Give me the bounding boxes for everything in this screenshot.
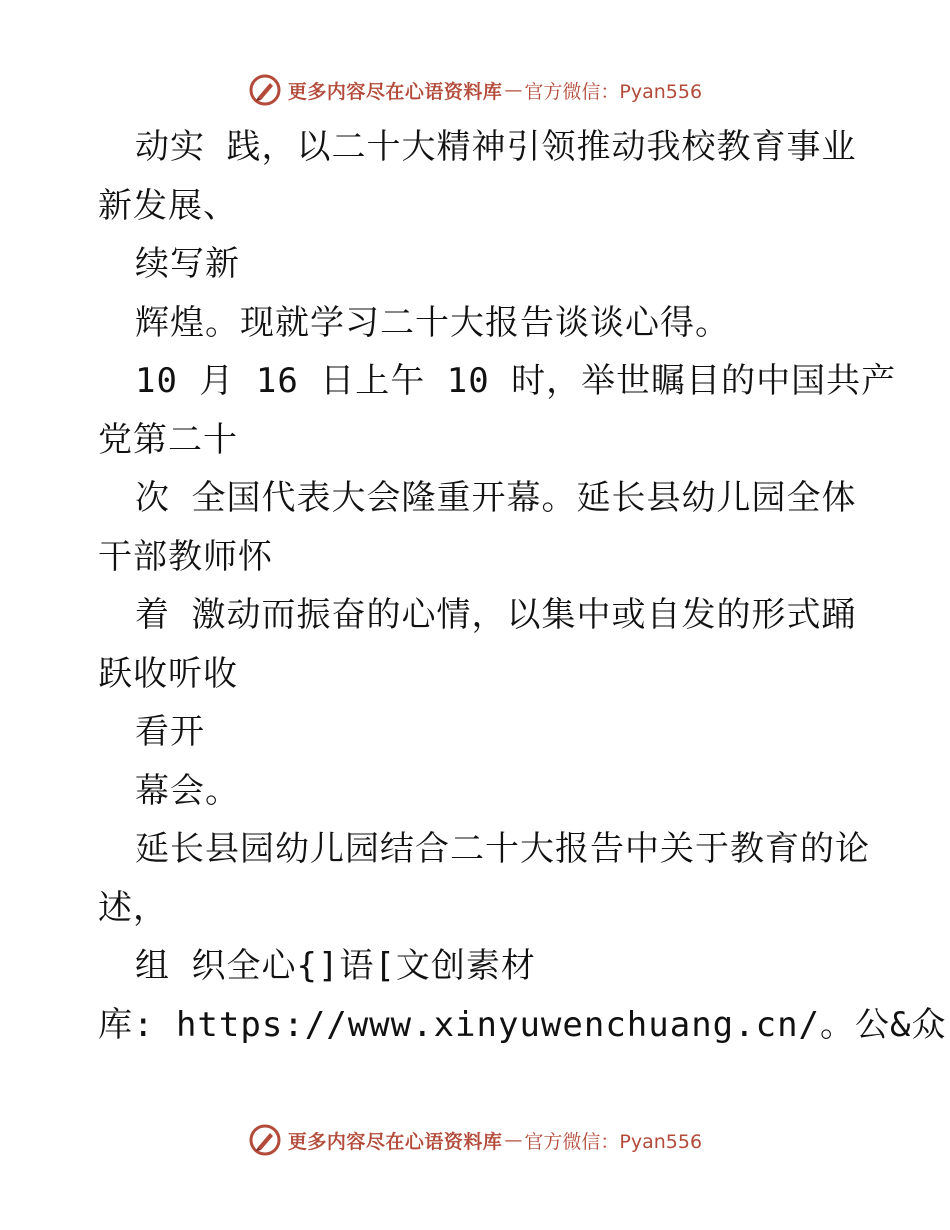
text-line: 看开: [135, 712, 205, 752]
text-line: 延长县园幼儿园结合二十大报告中关于教育的论: [135, 829, 870, 869]
header-watermark: [0, 70, 950, 110]
text-line: 干部教师怀: [98, 536, 273, 577]
watermark-brand: 更多内容尽在心语资料库: [287, 80, 503, 103]
watermark-brand: 更多内容尽在心语资料库: [287, 1130, 503, 1153]
text-line: 述，: [98, 887, 168, 928]
text-line: 10 月 16 日上午 10 时，举世瞩目的中国共产: [135, 361, 897, 401]
text-line: 组 织全心{]语[文创素材: [135, 946, 536, 986]
text-line: 次 全国代表大会隆重开幕。延长县幼儿园全体: [135, 478, 857, 518]
pen-logo-icon: [248, 73, 282, 107]
text-line: 库: https://www.xinyuwenchuang.cn/。公&众: [98, 1004, 947, 1045]
text-line: 动实 践，以二十大精神引领推动我校教育事业: [135, 127, 857, 167]
text-line: 幕会。: [135, 770, 240, 811]
watermark-wechat: 官方微信：Pyan556: [524, 80, 703, 103]
body-text: [98, 118, 947, 1054]
watermark-dash: —: [504, 79, 523, 101]
pen-logo-icon: [248, 1123, 282, 1157]
text-line: 新发展、: [98, 185, 238, 226]
watermark-wechat: 官方微信：Pyan556: [524, 1130, 703, 1153]
footer-watermark: [0, 1120, 950, 1160]
text-line: 辉煌。现就学习二十大报告谈谈心得。: [135, 302, 730, 343]
text-line: 党第二十: [98, 419, 238, 460]
watermark-dash: —: [504, 1129, 523, 1151]
text-line: 着 激动而振奋的心情，以集中或自发的形式踊: [135, 595, 857, 635]
text-line: 跃收听收: [98, 653, 238, 694]
text-line: 续写新: [135, 244, 240, 284]
